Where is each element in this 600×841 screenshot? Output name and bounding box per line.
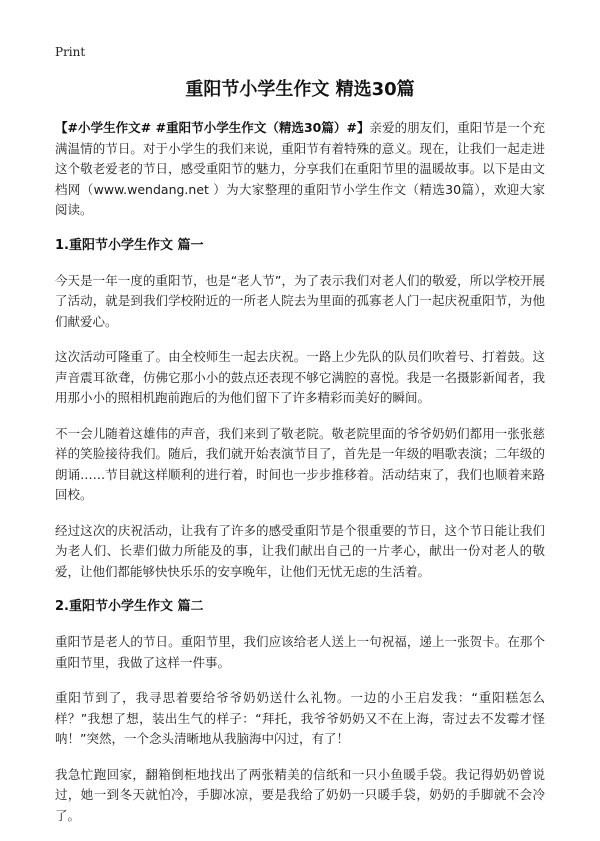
section-title: 重阳节小学生作文 篇一	[68, 237, 204, 253]
article-body	[55, 118, 545, 841]
essay-paragraph: 重阳节是老人的节日。重阳节里，我们应该给老人送上一句祝福，递上一张贺卡。在那个重阳节里，我做了这样一件事。	[55, 634, 545, 670]
page-title: 重阳节小学生作文 精选30篇	[185, 79, 415, 100]
section-title: 重阳节小学生作文 篇二	[68, 599, 204, 614]
section-number: 1.	[55, 237, 69, 253]
intro-tag: 【#小学生作文# #重阳节小学生作文（精选30篇）#】	[55, 120, 370, 135]
section-number: 2.	[55, 599, 69, 614]
intro-text: 亲爱的朋友们，重阳节是一个充满温情的节日。对于小学生的我们来说，重阳节有着特殊的意义。现在，让我们一起走进这个敬老爱老的节日，感受重阳节的魅力，分享我们在重阳节里的温暖故事。以下是由文档网（www.wendang.net ）为大家整理的重阳节小学生作文（精选30篇），欢迎大家阅读。	[55, 120, 545, 217]
essay-paragraph: 这次活动可隆重了。由全校师生一起去庆祝。一路上少先队的队员们吹着号、打着鼓。这声音震耳欲聋，仿佛它那小小的鼓点还表现不够它满腔的喜悦。我是一名摄影新闻者，我用那小小的照相机跑前跑后的为他们留下了许多精彩而美好的瞬间。	[55, 349, 545, 405]
essay-paragraph: 不一会儿随着这雄伟的声音，我们来到了敬老院。敬老院里面的爷爷奶奶们都用一张张慈祥的笑脸接待我们。随后，我们就开始表演节目了，首先是一年级的唱歌表演；二年级的朗诵……节目就这样顺利的进行着，时间也一步步推移着。活动结束了，我们也顺着来路回校。	[55, 425, 545, 502]
essay-paragraph: 经过这次的庆祝活动，让我有了许多的感受重阳节是个很重要的节日，这个节日能让我们为老人们、长辈们做力所能及的事，让我们献出自己的一片孝心，献出一份对老人的敬爱，让他们都能够快快乐乐的安享晚年，让他们无忧无虑的生活着。	[55, 522, 545, 579]
section-heading-1	[55, 236, 545, 256]
print-link[interactable]: Print	[55, 45, 86, 59]
section-heading-2	[55, 597, 545, 617]
intro-paragraph	[55, 118, 545, 221]
essay-paragraph: 今天是一年一度的重阳节，也是“老人节”，为了表示我们对老人们的敬爱，所以学校开展了活动，就是到我们学校附近的一所老人院去为里面的孤寡老人门一起庆祝重阳节，为他们献爱心。	[55, 272, 545, 329]
essay-paragraph: 我急忙跑回家，翻箱倒柜地找出了两张精美的信纸和一只小鱼暖手袋。我记得奶奶曾说过，她一到冬天就怕冷，手脚冰凉，要是我给了奶奶一只暖手袋，奶奶的手脚就不会冷了。	[55, 766, 545, 823]
essay-paragraph: 重阳节到了，我寻思着要给爷爷奶奶送什么礼物。一边的小王启发我：“重阳糕怎么样？”我想了想，装出生气的样子：“拜托，我爷爷奶奶又不在上海，寄过去不发霉才怪呐！”突然，一个念头清晰地从我脑海中闪过，有了！	[55, 690, 545, 746]
